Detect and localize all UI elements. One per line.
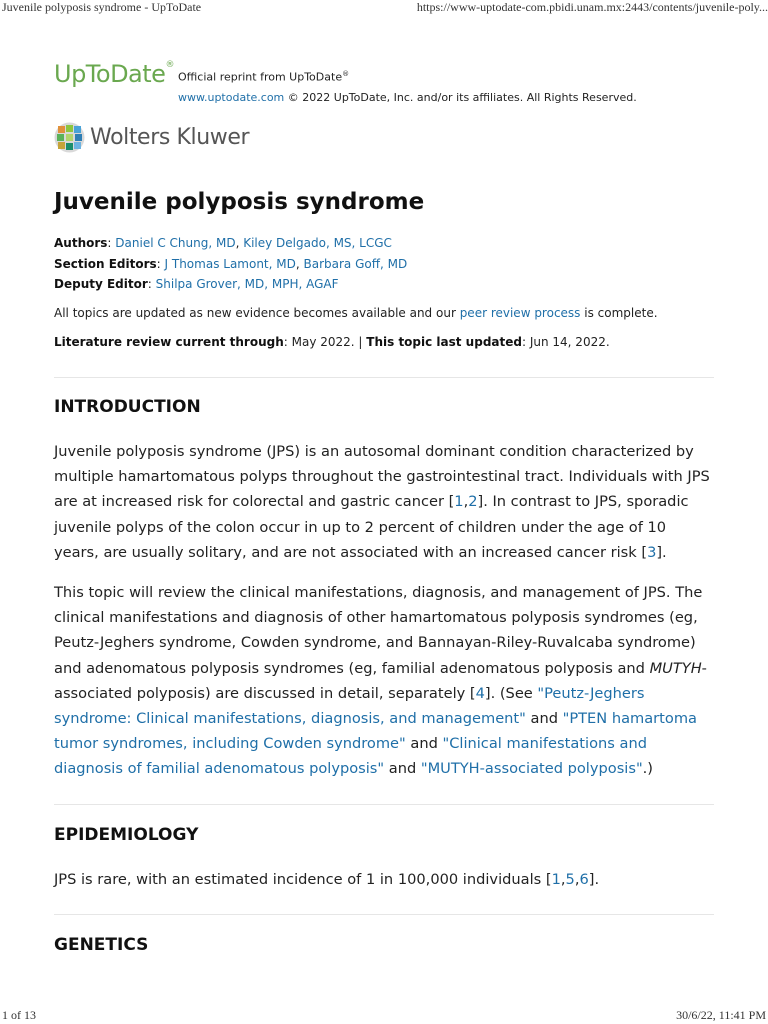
genetics-heading: GENETICS [54, 935, 149, 955]
section-divider [54, 377, 714, 378]
section-editors-line: Section Editors: J Thomas Lamont, MD, Barbara Goff, MD [54, 257, 408, 271]
wolters-kluwer-name: Wolters Kluwer [90, 125, 250, 150]
page-counter: 1 of 13 [2, 1008, 36, 1022]
update-note: All topics are updated as new evidence becomes available and our peer review process is complete. [54, 306, 658, 320]
print-header [0, 0, 768, 16]
epidemiology-heading: EPIDEMIOLOGY [54, 825, 199, 845]
uptodate-logo: UpToDate® [54, 60, 174, 88]
epidemiology-paragraph: JPS is rare, with an estimated incidence of 1 in 100,000 individuals [1,5,6]. [54, 871, 600, 888]
deputy-editor-line: Deputy Editor: Shilpa Grover, MD, MPH, AGAF [54, 277, 339, 291]
section-editor-link[interactable]: Barbara Goff, MD [303, 257, 408, 271]
introduction-paragraph-1: Juvenile polyposis syndrome (JPS) is an autosomal dominant condition characterized by multiple hamartomatous polyps throughout the gastrointestinal tract. Individuals with JPS are at increased risk for colorectal and gastric cancer [1,2]. In contrast to JPS, sporadic juvenile polyps of the colon occur in up to 2 percent of children under the age of 10 years, are usually solitary, and are not associated with an increased cancer risk [3]. [54, 443, 710, 561]
print-header-title: Juvenile polyposis syndrome - UpToDate [2, 0, 202, 14]
introduction-heading: INTRODUCTION [54, 397, 201, 417]
reference-link[interactable]: 1 [454, 493, 464, 511]
last-updated-label: This topic last updated [366, 335, 522, 349]
reference-link[interactable]: 1 [551, 871, 561, 888]
reference-link[interactable]: 6 [579, 871, 589, 888]
wolters-kluwer-logo [54, 122, 254, 156]
introduction-paragraph-2: This topic will review the clinical manifestations, diagnosis, and management of JPS. The clinical manifestations and diagnosis of other hamartomatous polyposis syndromes (eg, Peutz-Jeghers syndrome, Cowden syndrome, and Bannayan-Riley-Ruvalcaba syndrome) and adenomatous polyposis syndromes (eg, familial adenomatous polyposis and MUTYH-associated polyposis) are discussed in detail, separately [4]. (See "Peutz-Jeghers syndrome: Clinical manifestations, diagnosis, and management" and "PTEN hamartoma tumor syndromes, including Cowden syndrome" and "Clinical manifestations and diagnosis of familial adenomatous polyposis" and "MUTYH-associated polyposis".) [54, 584, 707, 778]
section-divider [54, 914, 714, 915]
article-title: Juvenile polyposis syndrome [54, 189, 425, 215]
author-link[interactable]: Kiley Delgado, MS, LCGC [243, 236, 392, 250]
authors-line: Authors: Daniel C Chung, MD, Kiley Delgado, MS, LCGC [54, 236, 392, 250]
reprint-notice: Official reprint from UpToDate® www.uptodate.com © 2022 UpToDate, Inc. and/or its affiliates. All Rights Reserved. [178, 70, 637, 104]
reference-link[interactable]: 5 [565, 871, 575, 888]
section-editor-link[interactable]: J Thomas Lamont, MD [164, 257, 296, 271]
reference-link[interactable]: 2 [468, 493, 478, 511]
topic-link-mutyh[interactable]: "MUTYH-associated polyposis" [420, 760, 643, 778]
topic-link-pten[interactable]: "PTEN hamartoma tumor syndromes, including Cowden syndrome" [54, 710, 697, 753]
reference-link[interactable]: 4 [475, 684, 485, 702]
print-timestamp: 30/6/22, 11:41 PM [676, 1008, 766, 1022]
author-link[interactable]: Daniel C Chung, MD [115, 236, 236, 250]
section-divider [54, 804, 714, 805]
print-footer [0, 1008, 768, 1024]
wolters-kluwer-globe-icon [54, 122, 85, 153]
deputy-editor-link[interactable]: Shilpa Grover, MD, MPH, AGAF [155, 277, 339, 291]
reference-link[interactable]: 3 [647, 543, 657, 561]
print-header-url: https://www-uptodate-com.pbidi.unam.mx:2443/contents/juvenile-poly... [416, 0, 768, 14]
copyright-text: © 2022 UpToDate, Inc. and/or its affiliates. All Rights Reserved. [284, 90, 637, 104]
review-dates: Literature review current through: May 2022. | This topic last updated: Jun 14, 2022. [54, 335, 610, 349]
topic-link-fap[interactable]: "Clinical manifestations and diagnosis of familial adenomatous polyposis" [54, 735, 647, 778]
lit-review-label: Literature review current through [54, 335, 284, 349]
topic-link-peutz-jeghers[interactable]: "Peutz-Jeghers syndrome: Clinical manifestations, diagnosis, and management" [54, 684, 645, 728]
uptodate-site-link[interactable]: www.uptodate.com [178, 90, 285, 104]
peer-review-link[interactable]: peer review process [459, 306, 581, 320]
